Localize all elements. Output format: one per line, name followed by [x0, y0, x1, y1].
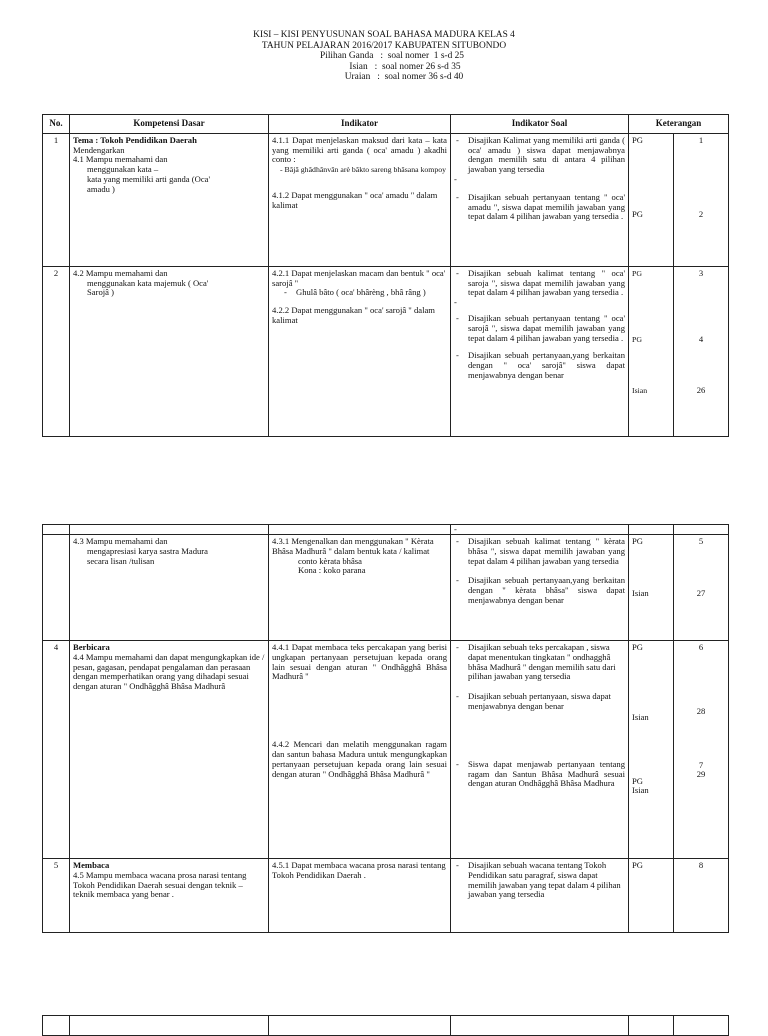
table-header-row [43, 115, 729, 134]
empty-cell [43, 1016, 70, 1036]
indikator-example: - Bâjâ ghâdhânvân arè bâkto sareng bhâsana kompoy [280, 165, 447, 175]
soal-type: PG [632, 642, 643, 652]
kd-text: mengapresiasi karya sastra Madura [87, 545, 208, 556]
soal-number: 6 [698, 642, 704, 652]
indikator-soal-text: - Siswa dapat menjawab pertanyaan tentang ragam dan Santun Bhâsa Madhurâ sesuai dengan aturan Ondhâgghâ Bhâsa Madhura [454, 760, 625, 789]
empty-cell [674, 525, 729, 535]
row-number: 5 [43, 859, 70, 933]
dash-mark: - [454, 297, 457, 308]
indikator-soal-text: - Disajikan sebuah pertanyaan,yang berkaitan dengan " kèrata bhâsa" siswa dapat menjawabnya dengan benar [454, 576, 625, 605]
soal-number: 4 [698, 333, 704, 344]
tema-text: Tema : Tokoh Pendidikan Daerah [73, 134, 197, 145]
row-number: 2 [43, 266, 70, 436]
dash-mark: - [454, 173, 457, 184]
indikator-soal-text: - Disajikan sebuah kalimat tentang " kèrata bhâsa ", siswa dapat memilih jawaban yang tepat dalam 4 pilihan jawaban yang tersedia [454, 537, 625, 566]
keterangan-cell [629, 859, 674, 933]
kd-text: Mendengarkan [73, 144, 125, 155]
indikator-example: - Ghulâ bâto ( oca' bhârèng , bhâ râng ) [282, 288, 447, 298]
indikator-soal-cell [451, 266, 629, 436]
header-isian: Isian : soal nomer 26 s-d 35 [349, 61, 461, 72]
indikator-soal-text: - Disajikan sebuah pertanyaan tentang " oca' sarojâ ", siswa dapat memilih jawaban yang tepat dalam 4 pilihan jawaban yang tersedia . [454, 314, 625, 343]
kd-text: 4.1 Mampu memahami dan [73, 154, 168, 165]
indikator-cell [269, 535, 451, 641]
indikator-text: 4.3.1 Mengenalkan dan menggunakan " Kèrata Bhâsa Madhurâ " dalam bentuk kata / kalimat [272, 536, 434, 556]
soal-number-cell [674, 133, 729, 266]
soal-number: 26 [696, 385, 706, 396]
soal-number: 7 [698, 759, 704, 770]
soal-number: 8 [698, 860, 704, 870]
indikator-text: 4.4.2 Mencari dan melatih menggunakan ragam dan santun bahasa Madura untuk mengungkapkan pertanyaan persetujuan kepada orang lain sesuai dengan aturan " Ondhâgghâ Bhâsa Madhurâ " [272, 739, 447, 779]
empty-cell [70, 525, 269, 535]
empty-cell [629, 525, 674, 535]
table-row [43, 133, 729, 266]
indikator-example: Kona : koko parana [298, 565, 366, 576]
col-no: No. [43, 115, 70, 134]
keterangan-cell [629, 641, 674, 859]
skill-title: Membaca [73, 860, 110, 870]
soal-type: Isian [632, 587, 649, 598]
indikator-text: 4.1.1 Dapat menjelaskan maksud dari kata – kata yang memiliki arti ganda ( oca' amadu ) akadhi conto : [272, 134, 447, 165]
kompetensi-cell [70, 535, 269, 641]
soal-number-cell [674, 641, 729, 859]
indikator-text: 4.2.1 Dapat menjelaskan macam dan bentuk " oca' sarojâ " [272, 267, 446, 288]
soal-type: PG [632, 208, 643, 219]
table-row [43, 859, 729, 933]
keterangan-cell [629, 266, 674, 436]
kd-text: menggunakan kata majemuk ( Oca' [87, 277, 209, 288]
dash-mark: - [451, 525, 629, 535]
empty-cell [451, 1016, 629, 1036]
kd-text: Sarojâ ) [87, 287, 114, 298]
indikator-soal-text: - Disajikan sebuah pertanyaan,yang berkaitan dengan " oca' sarojâ" siswa dapat menjawabnya dengan benar [454, 351, 625, 380]
table-row [43, 641, 729, 859]
soal-number: 28 [696, 705, 706, 716]
kisi-table-2 [42, 524, 729, 933]
soal-type: Isian [632, 711, 649, 722]
skill-title: Berbicara [73, 642, 110, 652]
soal-type: PG [632, 536, 643, 546]
indikator-soal-cell [451, 859, 629, 933]
kd-text: menggunakan kata – [87, 164, 159, 175]
indikator-text: 4.2.2 Dapat menggunakan " oca' sarojâ " dalam kalimat [272, 305, 435, 325]
kd-text: amadu ) [87, 183, 115, 194]
indikator-cell [269, 641, 451, 859]
header-pg: Pilihan Ganda : soal nomer 1 s-d 25 [320, 51, 464, 62]
kisi-table-3 [42, 1015, 729, 1036]
kisi-table-1 [42, 114, 729, 437]
document-header [0, 30, 768, 83]
soal-type: PG [632, 134, 643, 145]
kompetensi-cell [70, 859, 269, 933]
soal-number-cell [674, 859, 729, 933]
indikator-cell [269, 266, 451, 436]
empty-cell [629, 1016, 674, 1036]
kompetensi-cell [70, 133, 269, 266]
table-row [43, 266, 729, 436]
indikator-cell [269, 133, 451, 266]
indikator-text: 4.1.2 Dapat menggunakan " oca' amadu " dalam kalimat [272, 189, 438, 210]
kd-text: 4.2 Mampu memahami dan [73, 267, 168, 278]
indikator-text: 4.5.1 Dapat membaca wacana prosa narasi tentang Tokoh Pendidikan Daerah . [272, 860, 446, 880]
indikator-soal-text: - Disajikan sebuah wacana tentang Tokoh Pendidikan satu paragraf, siswa dapat memilih jawaban yang tepat dalam 4 pilihan jawaban yang tersedia [454, 861, 625, 900]
indikator-soal-cell [451, 641, 629, 859]
indikator-example: conto kèrata bhâsa [298, 555, 362, 566]
indikator-text: 4.4.1 Dapat membaca teks percakapan yang berisi ungkapan pertanyaan persetujuan kepada orang lain sesuai dengan aturan " Ondhâgghâ Bhâsa Madhurâ " [272, 642, 447, 682]
indikator-soal-cell [451, 535, 629, 641]
soal-number: 1 [698, 134, 704, 145]
row-number: 4 [43, 641, 70, 859]
row-number: 1 [43, 133, 70, 266]
soal-number: 29 [696, 769, 706, 780]
empty-cell [269, 525, 451, 535]
indikator-soal-text: - Disajikan sebuah pertanyaan, siswa dapat menjawabnya dengan benar [454, 692, 625, 712]
col-keterangan: Keterangan [629, 115, 729, 134]
table-row [43, 1016, 729, 1036]
kd-text: secara lisan /tulisan [87, 555, 155, 566]
soal-type: PG [632, 334, 642, 344]
header-title: KISI – KISI PENYUSUNAN SOAL BAHASA MADURA KELAS 4 [253, 30, 515, 40]
empty-cell [43, 525, 70, 535]
soal-type: PG [632, 268, 642, 278]
table-row [43, 525, 729, 535]
soal-type: Isian [632, 785, 649, 796]
indikator-soal-text: - Disajikan sebuah pertanyaan tentang " oca' amadu ", siswa dapat memilih jawaban yang tepat dalam 4 pilihan jawaban yang tersedia . [454, 193, 625, 222]
header-uraian: Uraian : soal nomer 36 s-d 40 [344, 72, 464, 83]
col-indikator-soal: Indikator Soal [451, 115, 629, 134]
kompetensi-cell [70, 641, 269, 859]
soal-number: 3 [698, 267, 704, 278]
indikator-cell [269, 859, 451, 933]
kd-text: 4.5 Mampu membaca wacana prosa narasi tentang Tokoh Pendidikan Daerah sesuai dengan teknik – teknik membaca yang benar . [73, 869, 247, 900]
empty-cell [269, 1016, 451, 1036]
col-indikator: Indikator [269, 115, 451, 134]
indikator-soal-text: - Disajikan sebuah teks percakapan , siswa dapat menentukan tingkatan " ondhagghâ bhâsa Madhurâ " dengan memilih satu dari pilihan jawaban yang tersedia [454, 643, 625, 682]
kd-text: kata yang memiliki arti ganda (Oca' [87, 173, 211, 184]
kompetensi-cell [70, 266, 269, 436]
soal-type: PG [632, 860, 643, 870]
soal-number: 5 [698, 536, 704, 546]
col-kompetensi-dasar: Kompetensi Dasar [70, 115, 269, 134]
kd-text: 4.4 Mampu memahami dan dapat mengungkapkan ide / pesan, gagasan, pendapat pengalaman dan perasaan dengan memperhatikan orang yang dihadapi sesuai dengan aturan " Ondhâgghâ Bhâsa Madhurâ [73, 651, 265, 692]
table-row [43, 535, 729, 641]
indikator-soal-text: - Disajikan sebuah kalimat tentang " oca' saroja ", siswa dapat memilih jawaban yang tepat dalam 4 pilihan jawaban yang tersedia . [454, 269, 625, 298]
empty-cell [674, 1016, 729, 1036]
indikator-soal-cell [451, 133, 629, 266]
soal-number-cell [674, 535, 729, 641]
keterangan-cell [629, 535, 674, 641]
empty-cell [70, 1016, 269, 1036]
indikator-soal-text: - Disajikan Kalimat yang memiliki arti ganda ( oca' amadu ) siswa dapat menjawabnya dengan memilih satu di antara 4 pilihan jawaban yang tersedia [454, 136, 625, 175]
soal-number-cell [674, 266, 729, 436]
header-year: TAHUN PELAJARAN 2016/2017 KABUPATEN SITUBONDO [261, 40, 507, 51]
soal-number: 2 [698, 208, 704, 219]
keterangan-cell [629, 133, 674, 266]
empty-cell [43, 535, 70, 641]
soal-type: Isian [632, 386, 648, 396]
soal-type: PG [632, 775, 643, 786]
kd-text: 4.3 Mampu memahami dan [73, 536, 168, 546]
soal-number: 27 [696, 587, 706, 598]
